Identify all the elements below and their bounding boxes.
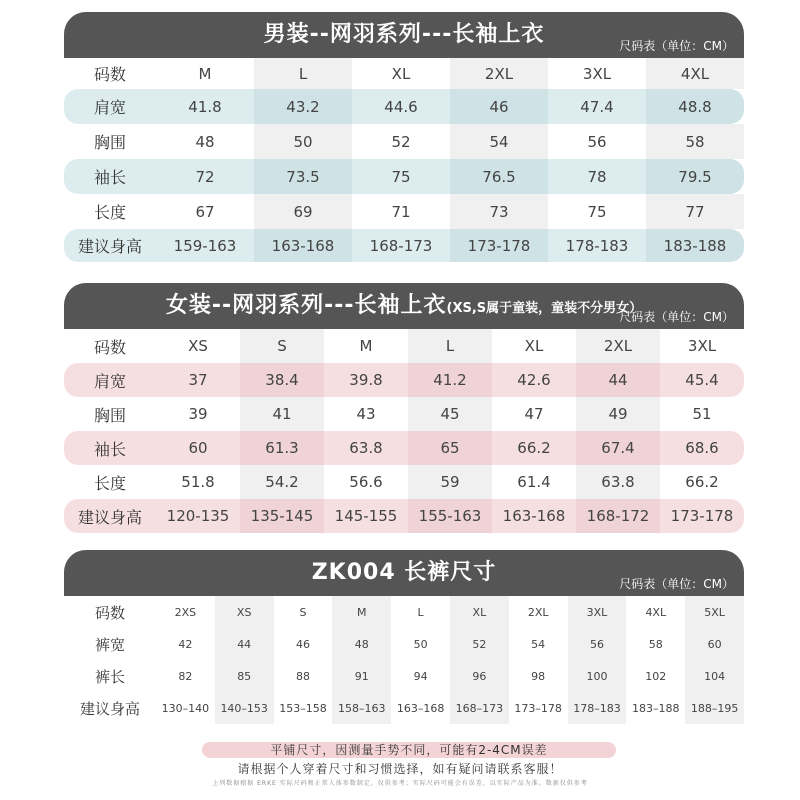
pants-size-section: [64, 550, 744, 724]
table-cell: 67: [156, 194, 254, 229]
table-cell: 73: [450, 194, 548, 229]
row-label: 袖长: [64, 159, 156, 194]
women-title-main: 女装--网羽系列---长袖上衣: [165, 293, 447, 318]
table-cell: 168-173: [352, 229, 450, 262]
table-row: [64, 397, 744, 431]
row-label: 肩宽: [64, 363, 156, 397]
table-cell: 50: [391, 628, 450, 660]
table-cell: 50: [254, 124, 352, 159]
table-cell: 168-172: [576, 499, 660, 533]
table-cell: 56: [568, 628, 627, 660]
table-cell: 188–195: [685, 692, 744, 724]
pants-section-header: [64, 550, 744, 596]
table-cell: 155-163: [408, 499, 492, 533]
table-cell: 145-155: [324, 499, 408, 533]
table-cell: 78: [548, 159, 646, 194]
row-label: 肩宽: [64, 89, 156, 124]
table-cell: 63.8: [576, 465, 660, 499]
men-unit-label: 尺码表（单位：CM）: [619, 39, 734, 53]
row-label: 裤宽: [64, 628, 156, 660]
table-cell: 173-178: [450, 229, 548, 262]
table-cell: 42.6: [492, 363, 576, 397]
table-cell: 51.8: [156, 465, 240, 499]
table-cell: 39: [156, 397, 240, 431]
table-cell: 65: [408, 431, 492, 465]
size-header-cell: L: [254, 58, 352, 89]
table-cell: 45.4: [660, 363, 744, 397]
row-label: 长度: [64, 194, 156, 229]
size-header-cell: 5XL: [685, 596, 744, 628]
table-cell: 153–158: [274, 692, 333, 724]
size-header-cell: M: [156, 58, 254, 89]
table-cell: 178–183: [568, 692, 627, 724]
table-cell: 49: [576, 397, 660, 431]
table-cell: 52: [352, 124, 450, 159]
table-cell: 158–163: [332, 692, 391, 724]
size-header-cell: 3XL: [548, 58, 646, 89]
table-cell: 44.6: [352, 89, 450, 124]
men-section-header: [64, 12, 744, 58]
table-cell: 39.8: [324, 363, 408, 397]
size-label-cell: 码数: [64, 596, 156, 628]
pants-section-title: ZK004 长裤尺寸: [311, 560, 497, 585]
men-size-section: [64, 12, 744, 262]
table-cell: 96: [450, 660, 509, 692]
women-unit-label: 尺码表（单位：CM）: [619, 310, 734, 324]
row-label: 建议身高: [64, 229, 156, 262]
table-cell: 66.2: [660, 465, 744, 499]
table-cell: 82: [156, 660, 215, 692]
table-row: [64, 660, 744, 692]
table-cell: 38.4: [240, 363, 324, 397]
table-cell: 44: [576, 363, 660, 397]
size-header-cell: 2XL: [450, 58, 548, 89]
table-row: [64, 465, 744, 499]
table-cell: 46: [450, 89, 548, 124]
table-cell: 77: [646, 194, 744, 229]
men-size-table: [64, 58, 744, 262]
table-row: [64, 194, 744, 229]
size-header-cell: 3XL: [660, 329, 744, 363]
table-cell: 63.8: [324, 431, 408, 465]
table-cell: 41.2: [408, 363, 492, 397]
table-cell: 71: [352, 194, 450, 229]
table-cell: 56: [548, 124, 646, 159]
table-cell: 60: [685, 628, 744, 660]
size-header-cell: S: [240, 329, 324, 363]
table-cell: 159-163: [156, 229, 254, 262]
table-cell: 94: [391, 660, 450, 692]
table-cell: 45: [408, 397, 492, 431]
row-label: 建议身高: [64, 692, 156, 724]
women-title-sub: (XS,S属于童装，童装不分男女）: [446, 301, 643, 316]
table-cell: 173-178: [660, 499, 744, 533]
fine-print: 上列数据根据 ERKE 实际尺码和正常人体参数制定，仅供参考；实际尺码可能会有误差，以实际产品为准。数据仅供参考: [212, 780, 588, 787]
size-header-cell: M: [332, 596, 391, 628]
advice-note: 请根据个人穿着尺寸和习惯选择，如有疑问请联系客服！: [237, 762, 563, 776]
row-label: 长度: [64, 465, 156, 499]
table-cell: 41: [240, 397, 324, 431]
pants-size-table: [64, 596, 744, 724]
size-label-cell: 码数: [64, 58, 156, 89]
table-cell: 56.6: [324, 465, 408, 499]
table-cell: 58: [646, 124, 744, 159]
table-cell: 52: [450, 628, 509, 660]
men-section-title: 男装--网羽系列---长袖上衣: [263, 22, 545, 47]
size-header-cell: 3XL: [568, 596, 627, 628]
table-cell: 69: [254, 194, 352, 229]
size-header-cell: M: [324, 329, 408, 363]
row-label: 裤长: [64, 660, 156, 692]
size-header-cell: XS: [156, 329, 240, 363]
table-cell: 163-168: [254, 229, 352, 262]
table-cell: 140–153: [215, 692, 274, 724]
table-cell: 66.2: [492, 431, 576, 465]
size-header-cell: XL: [450, 596, 509, 628]
table-cell: 51: [660, 397, 744, 431]
table-row: [64, 363, 744, 397]
table-row: [64, 628, 744, 660]
table-cell: 91: [332, 660, 391, 692]
table-cell: 163–168: [391, 692, 450, 724]
size-header-cell: L: [391, 596, 450, 628]
table-cell: 44: [215, 628, 274, 660]
size-header-cell: XS: [215, 596, 274, 628]
table-row: [64, 159, 744, 194]
table-cell: 43.2: [254, 89, 352, 124]
table-cell: 183–188: [626, 692, 685, 724]
table-cell: 58: [626, 628, 685, 660]
table-cell: 104: [685, 660, 744, 692]
table-cell: 47.4: [548, 89, 646, 124]
size-header-cell: S: [274, 596, 333, 628]
table-cell: 168–173: [450, 692, 509, 724]
table-cell: 130–140: [156, 692, 215, 724]
table-cell: 183-188: [646, 229, 744, 262]
table-cell: 163-168: [492, 499, 576, 533]
table-cell: 72: [156, 159, 254, 194]
table-cell: 37: [156, 363, 240, 397]
table-cell: 75: [548, 194, 646, 229]
size-header-row: [64, 596, 744, 628]
measurement-note: 平铺尺寸，因测量手势不同，可能有2-4CM误差: [202, 742, 616, 758]
table-cell: 54.2: [240, 465, 324, 499]
table-cell: 67.4: [576, 431, 660, 465]
size-header-cell: 2XL: [509, 596, 568, 628]
table-cell: 178-183: [548, 229, 646, 262]
table-cell: 100: [568, 660, 627, 692]
row-label: 建议身高: [64, 499, 156, 533]
size-header-cell: 4XL: [626, 596, 685, 628]
pants-unit-label: 尺码表（单位：CM）: [619, 577, 734, 591]
table-cell: 48: [332, 628, 391, 660]
table-row: [64, 89, 744, 124]
size-header-row: [64, 329, 744, 363]
table-cell: 61.3: [240, 431, 324, 465]
table-cell: 61.4: [492, 465, 576, 499]
size-header-row: [64, 58, 744, 89]
table-cell: 47: [492, 397, 576, 431]
table-cell: 76.5: [450, 159, 548, 194]
table-row: [64, 692, 744, 724]
women-size-table: [64, 329, 744, 533]
size-header-cell: XL: [492, 329, 576, 363]
table-cell: 88: [274, 660, 333, 692]
table-cell: 68.6: [660, 431, 744, 465]
size-header-cell: XL: [352, 58, 450, 89]
table-cell: 42: [156, 628, 215, 660]
table-cell: 41.8: [156, 89, 254, 124]
table-cell: 48.8: [646, 89, 744, 124]
table-cell: 60: [156, 431, 240, 465]
size-header-cell: 4XL: [646, 58, 744, 89]
table-cell: 54: [509, 628, 568, 660]
table-cell: 46: [274, 628, 333, 660]
table-cell: 73.5: [254, 159, 352, 194]
table-row: [64, 431, 744, 465]
table-cell: 135-145: [240, 499, 324, 533]
table-cell: 54: [450, 124, 548, 159]
row-label: 袖长: [64, 431, 156, 465]
table-cell: 173–178: [509, 692, 568, 724]
table-cell: 102: [626, 660, 685, 692]
table-cell: 59: [408, 465, 492, 499]
women-section-header: [64, 283, 744, 329]
size-header-cell: 2XS: [156, 596, 215, 628]
row-label: 胸围: [64, 397, 156, 431]
table-cell: 98: [509, 660, 568, 692]
size-label-cell: 码数: [64, 329, 156, 363]
table-cell: 85: [215, 660, 274, 692]
table-cell: 75: [352, 159, 450, 194]
table-cell: 79.5: [646, 159, 744, 194]
table-cell: 120-135: [156, 499, 240, 533]
table-row: [64, 229, 744, 262]
size-header-cell: L: [408, 329, 492, 363]
table-row: [64, 124, 744, 159]
size-header-cell: 2XL: [576, 329, 660, 363]
women-size-section: [64, 283, 744, 533]
table-cell: 48: [156, 124, 254, 159]
row-label: 胸围: [64, 124, 156, 159]
table-row: [64, 499, 744, 533]
table-cell: 43: [324, 397, 408, 431]
